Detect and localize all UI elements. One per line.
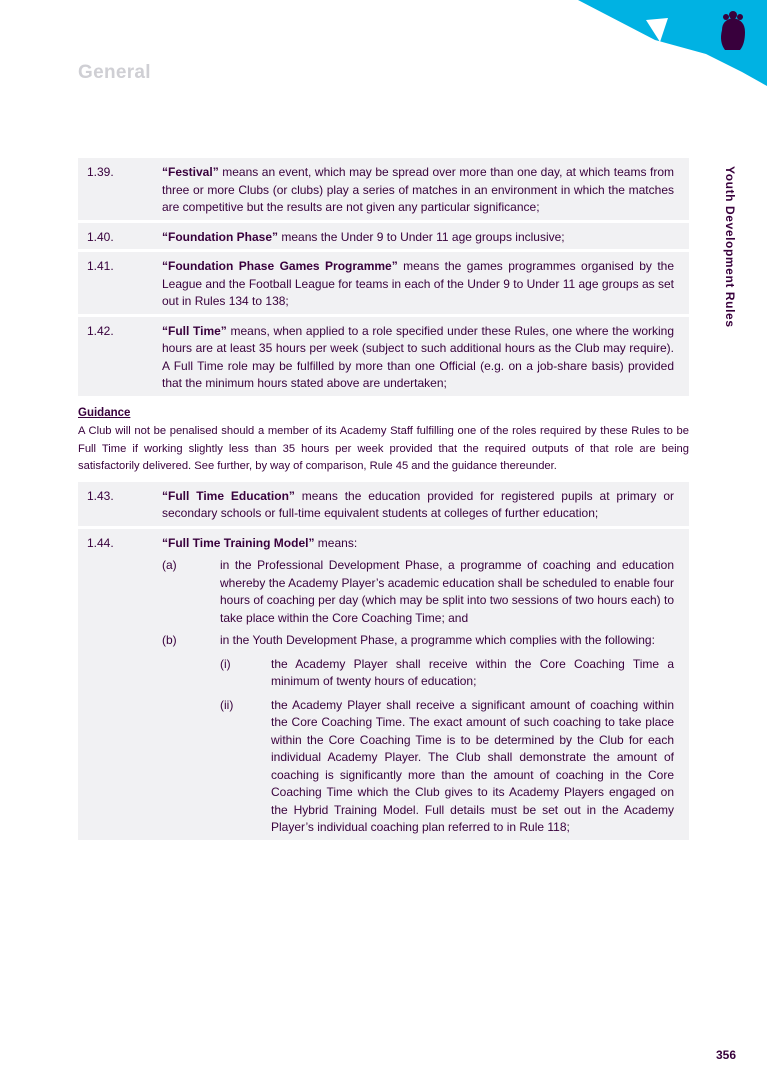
sub-clause-text: in the Youth Development Phase, a programme which complies with the following: [220,633,655,647]
rule-text: means the games programmes organised by the League and the Football League for teams in each of the Under 9 to Under 11 age groups as set out in Rules 134 to 138; [162,259,675,308]
page-number: 356 [716,1048,737,1062]
rule-text: means, when applied to a role specified under these Rules, one where the working hours are at least 35 hours per week (subject to such additional hours as the Club may require). A Full Time role may be fulfilled by more than one Official (e.g. on a job-share basis) provided that the minimum hours stated above are undertaken; [162,323,675,390]
rule-body [162,229,674,247]
rule-1-39 [78,158,689,220]
rule-1-42 [78,317,689,396]
rule-term: “Foundation Phase Games Programme” [162,259,398,273]
rule-term: “Foundation Phase” [162,229,279,244]
rule-number: 1.44. [87,535,114,550]
rule-number: 1.40. [87,229,114,244]
rule-term: “Festival” [162,165,219,179]
sub-clause-label: (i) [220,656,231,671]
rule-number: 1.42. [87,323,114,338]
sub-clause-text: in the Professional Development Phase, a programme of coaching and education whereby the Academy Player’s academic education shall be scheduled to enable four hours of coaching per day (which may be split into two sessions of two hours each) to take place within the Core Coaching Time; and [220,558,674,625]
guidance-heading: Guidance [78,406,131,419]
corner-banner [0,0,767,100]
guidance-block [78,399,689,482]
sub-clause-label: (ii) [220,697,234,712]
rule-1-43 [78,482,689,526]
sub-clause-text: the Academy Player shall receive a significant amount of coaching within the Core Coaching Time. The exact amount of such coaching to take place within the Core Coaching Time is to be determined by the Club for each individual Academy Player. The Club shall demonstrate the amount of coaching is significantly more than the amount of coaching in the Core Coaching Time which the Club gives to its Academy Players engaged on the Hybrid Training Model. Full details must be set out in the Academy Player’s individual coaching plan referred to in Rule 118; [271,697,674,834]
rule-term: “Full Time Training Model” [162,535,315,550]
rules-content [78,158,689,843]
sub-clause-i [220,656,674,691]
rule-body [162,323,674,393]
rule-1-41 [78,252,689,314]
side-label: Youth Development Rules [723,166,737,328]
sub-clause-b [162,632,674,837]
sub-clause-label: (b) [162,633,177,647]
sub-clause-content [220,632,674,837]
rule-text: means the Under 9 to Under 11 age groups inclusive; [278,229,565,244]
rule-term: “Full Time Education” [162,488,295,503]
rule-1-40 [78,223,689,250]
rule-text: means an event, which may be spread over more than one day, at which teams from three or more Clubs (or clubs) play a series of matches in an environment in which the matches are competitive but the results are not given any particular significance; [162,165,674,214]
rule-number: 1.43. [87,488,114,503]
rule-number: 1.41. [87,259,114,273]
section-title: General [78,62,151,83]
rule-body [162,258,674,311]
rule-body [162,535,674,837]
rule-body [162,488,674,523]
sub-clause-text: the Academy Player shall receive within the Core Coaching Time a minimum of twenty hours of education; [271,656,674,688]
rule-text: means the education provided for registered pupils at primary or secondary schools or full-time equivalent students at colleges of further education; [162,488,674,520]
guidance-text: A Club will not be penalised should a member of its Academy Staff fulfilling one of the roles required by these Rules to be Full Time if working slightly less than 35 hours per week provided that the required outputs of that role are being satisfactorily delivered. See further, by way of comparison, Rule 45 and the guidance thereunder. [78,425,689,472]
rule-number: 1.39. [87,165,114,179]
sub-clause-a [162,557,674,627]
sub-clause-ii [220,697,674,837]
rule-1-44 [78,529,689,840]
sub-clause-label: (a) [162,558,177,572]
rule-text: means: [314,535,358,550]
rule-term: “Full Time” [162,323,227,338]
lion-crest-icon [721,11,745,50]
rule-body [162,164,674,217]
